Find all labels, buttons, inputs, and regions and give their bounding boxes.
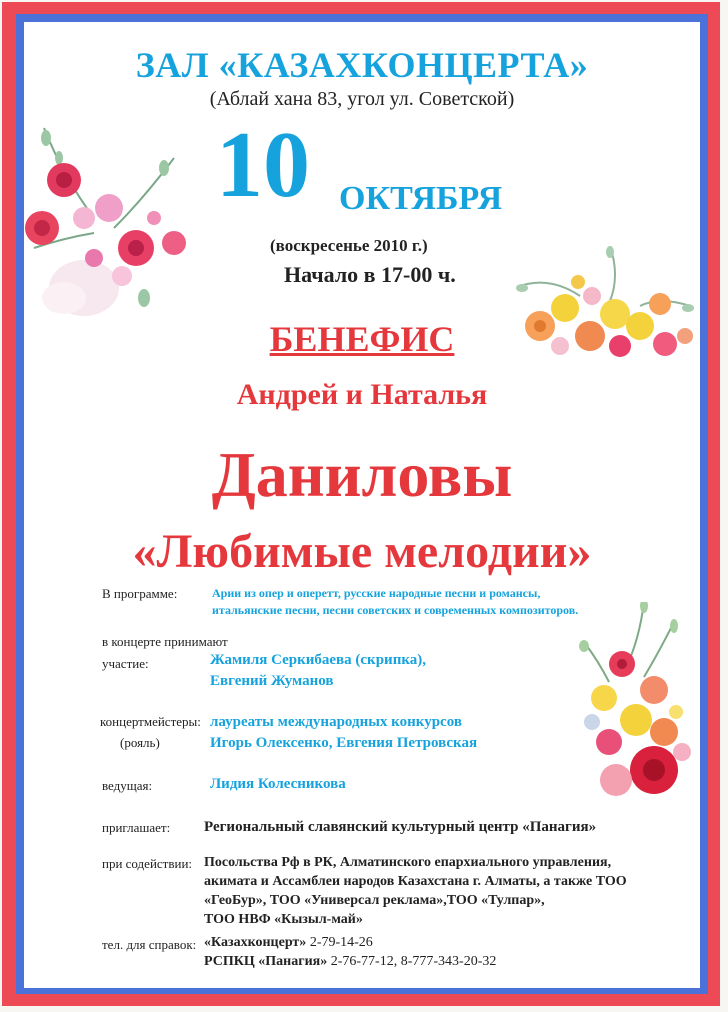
invites-label: приглашает: bbox=[102, 820, 171, 835]
program-text bbox=[212, 585, 578, 619]
accompanists-list bbox=[210, 712, 477, 754]
accompanists-label: концертмейстеры: bbox=[100, 714, 201, 729]
event-start-time: Начало в 17-00 ч. bbox=[284, 262, 456, 287]
contact-phone: 2-76-77-12, 8-777-343-20-32 bbox=[327, 954, 497, 969]
program-line: итальянские песни, песни советских и современных композиторов. bbox=[212, 603, 579, 617]
bouquet-right bbox=[564, 602, 698, 807]
contact-line bbox=[204, 933, 496, 952]
performer-names: Андрей и Наталья bbox=[236, 378, 488, 411]
invites-org: Региональный славянский культурный центр «Панагия» bbox=[204, 819, 597, 835]
event-weekday-year: (воскресенье 2010 г.) bbox=[270, 236, 428, 255]
show-title: «Любимые мелодии» bbox=[132, 525, 592, 578]
contact-phone: 2-79-14-26 bbox=[306, 935, 373, 950]
poster-sheet bbox=[24, 22, 700, 988]
host-label: ведущая: bbox=[102, 778, 153, 793]
accompanists-item: Игорь Олексенко, Евгения Петровская bbox=[210, 735, 478, 751]
support-line: акимата и Ассамблеи народов Казахстана г. Алматы, а также ТОО bbox=[204, 874, 627, 889]
hall-title: ЗАЛ «КАЗАХКОНЦЕРТА» bbox=[135, 45, 589, 85]
support-text bbox=[204, 853, 627, 929]
contact-org: РСПКЦ «Панагия» bbox=[204, 954, 328, 969]
participant-item: Евгений Жуманов bbox=[210, 673, 334, 689]
contacts-label: тел. для справок: bbox=[102, 937, 197, 952]
performer-surname: Даниловы bbox=[211, 439, 513, 510]
contacts-list bbox=[204, 933, 496, 971]
hall-address: (Аблай хана 83, угол ул. Советской) bbox=[209, 88, 515, 110]
accompanists-item: лауреаты международных конкурсов bbox=[210, 714, 462, 730]
participants-label: в концерте принимают bbox=[102, 634, 228, 649]
program-line: Арии из опер и оперетт, русские народные песни и романсы, bbox=[212, 586, 541, 600]
support-line: «ГеоБур», ТОО «Универсал реклама»,ТОО «Тулпар», bbox=[204, 893, 545, 908]
benefit-heading: БЕНЕФИС bbox=[269, 319, 455, 359]
support-line: Посольства Рф в РК, Алматинского епархиального управления, bbox=[204, 855, 612, 870]
participant-item: Жамиля Серкибаева (скрипка), bbox=[210, 652, 426, 668]
support-line: ТОО НВФ «Кызыл-май» bbox=[204, 912, 363, 927]
event-day: 10 bbox=[216, 113, 310, 217]
contact-org: «Казахконцерт» bbox=[204, 935, 307, 950]
bouquet-top-left bbox=[24, 118, 194, 333]
host-name: Лидия Колесникова bbox=[210, 776, 346, 792]
contact-line bbox=[204, 952, 496, 971]
event-month: ОКТЯБРЯ bbox=[339, 180, 503, 217]
support-label: при содействии: bbox=[102, 856, 193, 871]
participants-label: участие: bbox=[102, 656, 149, 671]
participants-list bbox=[210, 650, 426, 692]
program-label: В программе: bbox=[102, 586, 178, 601]
accompanists-sublabel: (рояль) bbox=[120, 735, 160, 750]
